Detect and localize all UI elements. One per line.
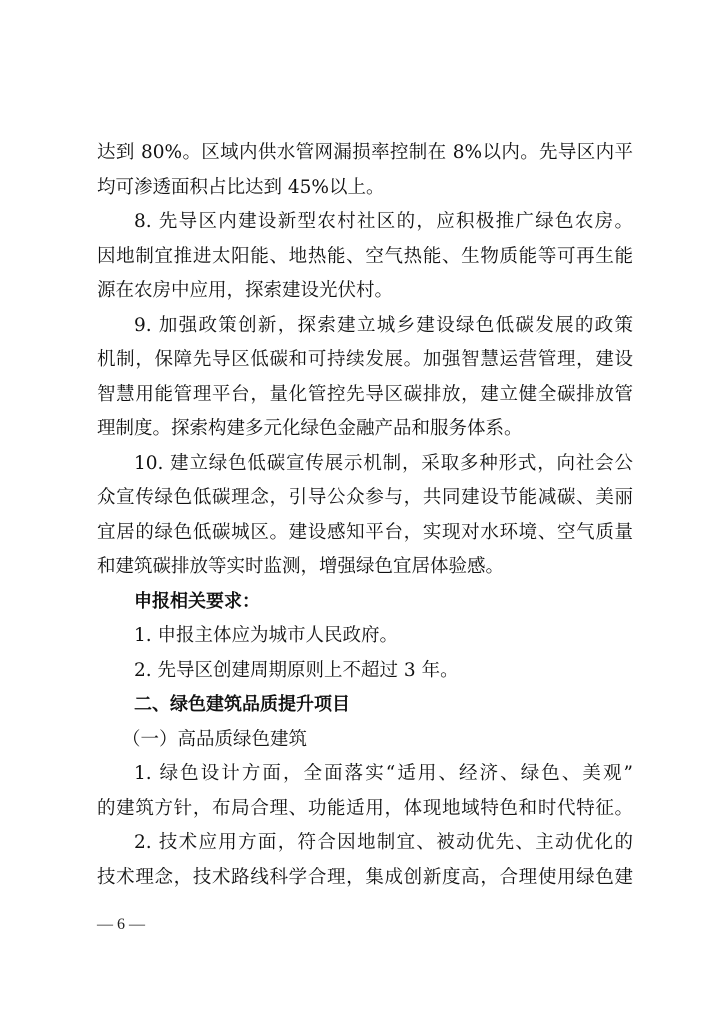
- text-line: 众宣传绿色低碳理念，引导公众参与，共同建设节能减碳、美丽: [97, 487, 633, 508]
- text-line: 2. 技术应用方面，符合因地制宜、被动优先、主动优化的: [134, 832, 633, 853]
- page-number: — 6 —: [97, 916, 145, 933]
- text-line: 理制度。探索构建多元化绿色金融产品和服务体系。: [97, 418, 523, 439]
- text-line: 的建筑方针，布局合理、功能适用，体现地域特色和时代特征。: [97, 798, 633, 819]
- text-line: 1. 申报主体应为城市人民政府。: [134, 625, 399, 646]
- text-line: 2. 先导区创建周期原则上不超过 3 年。: [134, 660, 459, 681]
- text-line: 均可渗透面积占比达到 45%以上。: [97, 177, 385, 198]
- text-line: 9. 加强政策创新，探索建立城乡建设绿色低碳发展的政策: [134, 315, 633, 336]
- subsection-heading: （一）高品质绿色建筑: [122, 729, 308, 750]
- section-heading: 申报相关要求：: [134, 591, 260, 612]
- text-line: 和建筑碳排放等实时监测，增强绿色宜居体验感。: [97, 556, 505, 577]
- text-line: 8. 先导区内建设新型农村社区的，应积极推广绿色农房。: [134, 211, 633, 232]
- text-line: 达到 80%。区域内供水管网漏损率控制在 8%以内。先导区内平: [97, 142, 633, 163]
- text-line: 源在农房中应用，探索建设光伏村。: [97, 280, 394, 301]
- text-line: 技术理念，技术路线科学合理，集成创新度高，合理使用绿色建: [97, 867, 633, 888]
- text-line: 因地制宜推进太阳能、地热能、空气热能、生物质能等可再生能: [97, 246, 633, 267]
- section-heading: 二、绿色建筑品质提升项目: [134, 694, 350, 715]
- text-line: 宜居的绿色低碳城区。建设感知平台，实现对水环境、空气质量: [97, 522, 633, 543]
- text-line: 1. 绿色设计方面，全面落实“适用、经济、绿色、美观”: [134, 763, 633, 784]
- text-line: 机制，保障先导区低碳和可持续发展。加强智慧运营管理，建设: [97, 349, 633, 370]
- text-line: 10. 建立绿色低碳宣传展示机制，采取多种形式，向社会公: [134, 453, 633, 474]
- text-line: 智慧用能管理平台，量化管控先导区碳排放，建立健全碳排放管: [97, 384, 633, 405]
